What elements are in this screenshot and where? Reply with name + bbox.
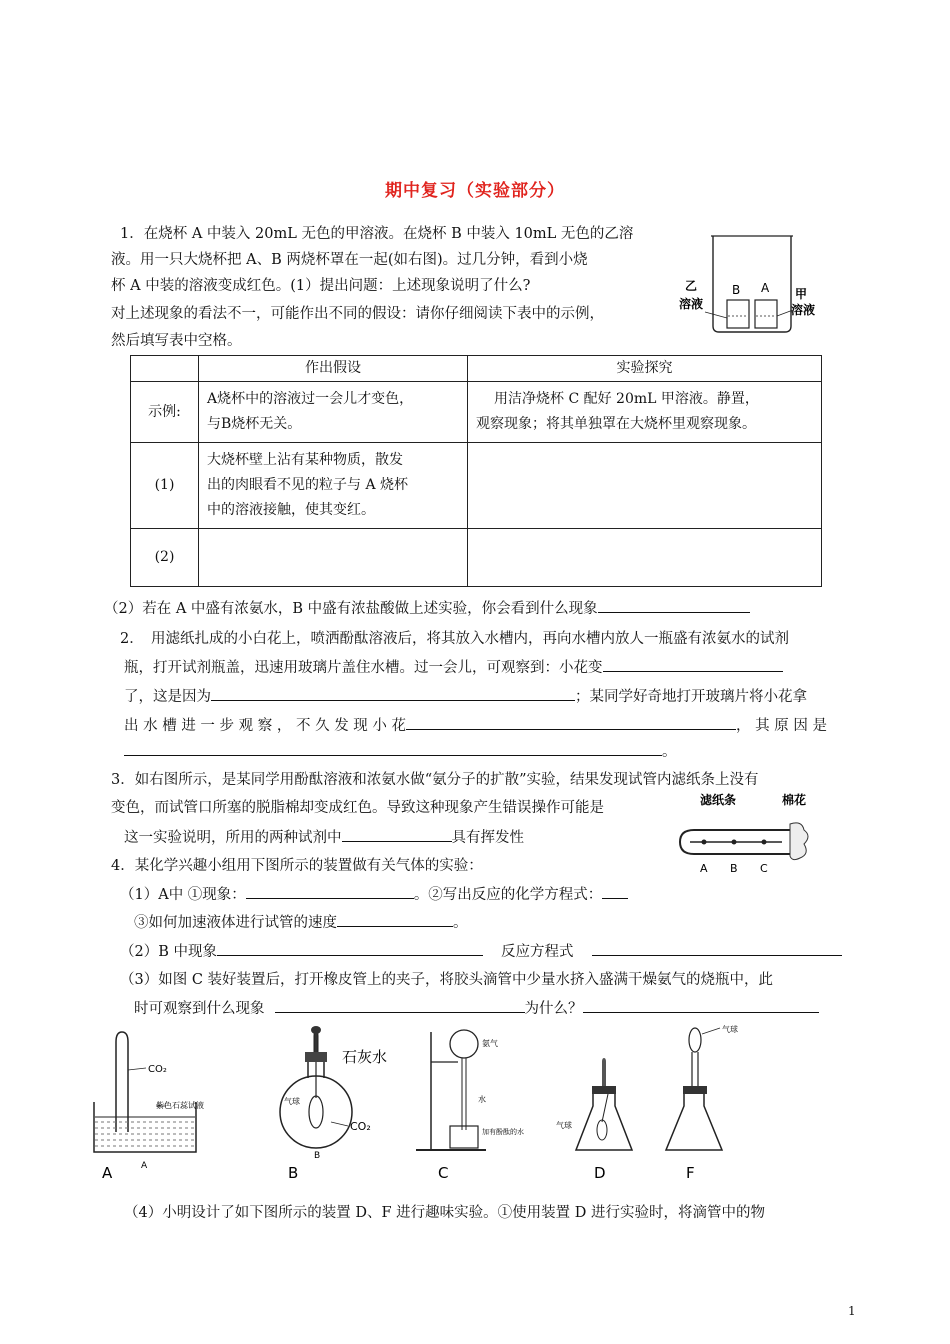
q2-line-3b-text: ；某同学好奇地打开玻璃片将小花拿	[575, 689, 807, 705]
answer-blank[interactable]	[246, 884, 414, 899]
apparatus-f	[666, 1024, 738, 1182]
q2-line-4	[124, 714, 827, 735]
label-b-co2: CO₂	[350, 1120, 371, 1133]
beaker-figure	[675, 228, 825, 338]
row-hypothesis	[199, 443, 468, 529]
row-label: 示例:	[131, 382, 199, 443]
label-cotton: 棉花	[782, 793, 807, 807]
q3-line-1: 3．如右图所示，是某同学用酚酞溶液和浓氨水做“氨分子的扩散”实验，结果发现试管内滤纸条上没有	[111, 772, 759, 788]
q4-line-3	[120, 940, 842, 961]
page-title: 期中复习（实验部分）	[385, 181, 565, 201]
label-a-solution: 紫色石蕊试液	[156, 1101, 204, 1110]
label-b-sub: B	[314, 1151, 321, 1161]
header-hypothesis: 作出假设	[199, 356, 468, 382]
q1-line-5: 然后填写表中空格。	[111, 333, 242, 349]
q3-line-3	[124, 826, 524, 847]
answer-cell[interactable]	[468, 529, 822, 587]
table-header-row	[131, 356, 822, 382]
cell-line: A烧杯中的溶液过一会儿才变色，	[207, 391, 414, 407]
q2-line-4b-text: ， 其 原 因 是	[736, 718, 827, 734]
cell-line: 观察现象；将其单独罩在大烧杯里观察现象。	[476, 416, 756, 432]
label-b-limewater: 石灰水	[342, 1048, 388, 1066]
q4-line-5b-text: 为什么？	[524, 1001, 583, 1017]
q4-line-1	[120, 883, 628, 904]
cell-line: 用洁净烧杯 C 配好 20mL 甲溶液。静置，	[494, 391, 759, 407]
answer-blank[interactable]	[603, 657, 783, 672]
cell-line: 与B烧杯无关。	[207, 416, 302, 432]
cell-line: 大烧杯壁上沾有某种物质，散发	[207, 452, 403, 468]
q4-line-2b-text: 。	[453, 915, 468, 931]
label-d: D	[594, 1164, 606, 1182]
label-filter-paper: 滤纸条	[700, 793, 737, 807]
cell-line: 出的肉眼看不见的粒子与 A 烧杯	[207, 477, 409, 493]
q2-line-2	[124, 656, 783, 677]
label-jia-solution: 溶液	[791, 303, 816, 317]
answer-blank[interactable]	[602, 884, 628, 899]
q4-line-3b-text: 反应方程式	[501, 944, 574, 960]
row-hypothesis	[199, 382, 468, 443]
label-c-solution: 加有酚酞的水	[482, 1128, 524, 1136]
cell-line: 中的溶液接触，使其变红。	[207, 502, 375, 518]
answer-blank[interactable]	[598, 598, 750, 613]
hypothesis-table	[130, 355, 822, 587]
label-a-sub: A	[141, 1161, 148, 1171]
q4-line-2	[134, 911, 468, 932]
q4-line-1b-text: 。②写出反应的化学方程式：	[413, 887, 603, 903]
apparatus-d	[556, 1058, 632, 1182]
q1-line-1: 1．在烧杯 A 中装入 20mL 无色的甲溶液。在烧杯 B 中装入 10mL 无色的乙溶	[120, 226, 634, 242]
answer-cell[interactable]	[199, 529, 468, 587]
label-b: B	[288, 1164, 299, 1182]
label-f-balloon: 气球	[722, 1025, 738, 1034]
label-jia: 甲	[795, 287, 808, 301]
label-b: B	[732, 283, 741, 297]
q4-line-5a-text: 时可观察到什么现象	[134, 1001, 265, 1017]
label-d-balloon: 气球	[556, 1121, 572, 1130]
row-experiment	[468, 382, 822, 443]
table-row	[131, 443, 822, 529]
q4-apparatus-figures	[86, 1022, 856, 1192]
q3-line-2: 变色，而试管口所塞的脱脂棉却变成红色。导致这种现象产生错误操作可能是	[111, 800, 604, 816]
answer-blank[interactable]	[217, 941, 483, 956]
answer-blank[interactable]	[275, 998, 525, 1013]
label-c: C	[760, 862, 768, 875]
q4-line-3a-text: （2）B 中现象	[120, 944, 217, 960]
label-yi: 乙	[685, 279, 698, 293]
answer-blank[interactable]	[583, 998, 819, 1013]
q4-line-5	[134, 997, 819, 1018]
beaker-b	[727, 300, 749, 328]
table-row	[131, 382, 822, 443]
q4-line-6: （4）小明设计了如下图所示的装置 D、F 进行趣味实验。①使用装置 D 进行实验时，将滴管中的物	[124, 1205, 765, 1221]
table-row	[131, 529, 822, 587]
q2-line-5-text: 。	[662, 744, 677, 760]
label-c-water: 水	[478, 1095, 486, 1104]
apparatus-a	[94, 1032, 204, 1182]
q1-line-2: 液。用一只大烧杯把 A、B 两烧杯罩在一起(如右图)。过几分钟，看到小烧	[111, 252, 588, 268]
label-yi-solution: 溶液	[679, 297, 704, 311]
q4-intro: 4．某化学兴趣小组用下图所示的装置做有关气体的实验：	[111, 858, 483, 874]
q2-line-3	[124, 685, 807, 706]
beaker-a	[755, 300, 777, 328]
q4-line-2a-text: ③如何加速液体进行试管的速度	[134, 915, 337, 931]
label-b-balloon: 气球	[284, 1097, 300, 1106]
apparatus-c	[416, 1030, 524, 1182]
cotton-plug	[790, 823, 808, 860]
answer-blank[interactable]	[592, 941, 842, 956]
test-tube-figure	[672, 790, 832, 880]
q2-line-5	[124, 740, 677, 761]
page-number: 1	[848, 1304, 856, 1318]
row-label: (2)	[131, 529, 199, 587]
apparatus-b	[280, 1026, 387, 1182]
q1-part2	[104, 597, 750, 618]
q1-part2-text: （2）若在 A 中盛有浓氨水，B 中盛有浓盐酸做上述实验，你会看到什么现象	[104, 601, 598, 617]
row-label: (1)	[131, 443, 199, 529]
q2-line-3a-text: 了，这是因为	[124, 689, 211, 705]
q2-line-4a-text: 出 水 槽 进 一 步 观 察 ， 不 久 发 现 小 花	[124, 718, 407, 734]
header-experiment: 实验探究	[468, 356, 822, 382]
q4-line-4: （3）如图 C 装好装置后，打开橡皮管上的夹子，将胶头滴管中少量水挤入盛满干燥氨气的烧瓶中，此	[120, 972, 774, 988]
answer-blank[interactable]	[406, 715, 736, 730]
label-a: A	[761, 281, 770, 295]
q2-line-2-text: 瓶，打开试剂瓶盖，迅速用玻璃片盖住水槽。过一会儿，可观察到：小花变	[124, 660, 603, 676]
label-f: F	[686, 1164, 695, 1182]
q3-line-3a-text: 这一实验说明，所用的两种试剂中	[124, 830, 342, 846]
label-c-gas: 氨气	[482, 1039, 498, 1048]
q2-line-1: 2． 用滤纸扎成的小白花上，喷洒酚酞溶液后，将其放入水槽内，再向水槽内放人一瓶盛有浓氨水的试剂	[120, 631, 789, 647]
q4-line-1a-text: （1）A中 ①现象：	[120, 887, 246, 903]
label-b: B	[730, 862, 738, 875]
label-a-co2: CO₂	[148, 1064, 167, 1075]
answer-blank[interactable]	[124, 741, 662, 756]
answer-blank[interactable]	[337, 912, 453, 927]
q3-line-3b-text: 具有挥发性	[451, 830, 524, 846]
q1-line-4: 对上述现象的看法不一，可能作出不同的假设：请你仔细阅读下表中的示例，	[111, 306, 604, 322]
answer-cell[interactable]	[468, 443, 822, 529]
answer-blank[interactable]	[211, 686, 575, 701]
label-a: A	[102, 1164, 113, 1182]
label-c: C	[438, 1164, 449, 1182]
answer-blank[interactable]	[342, 827, 452, 842]
label-a: A	[700, 862, 708, 875]
q1-line-3: 杯 A 中装的溶液变成红色。(1）提出问题：上述现象说明了什么?	[111, 278, 531, 294]
